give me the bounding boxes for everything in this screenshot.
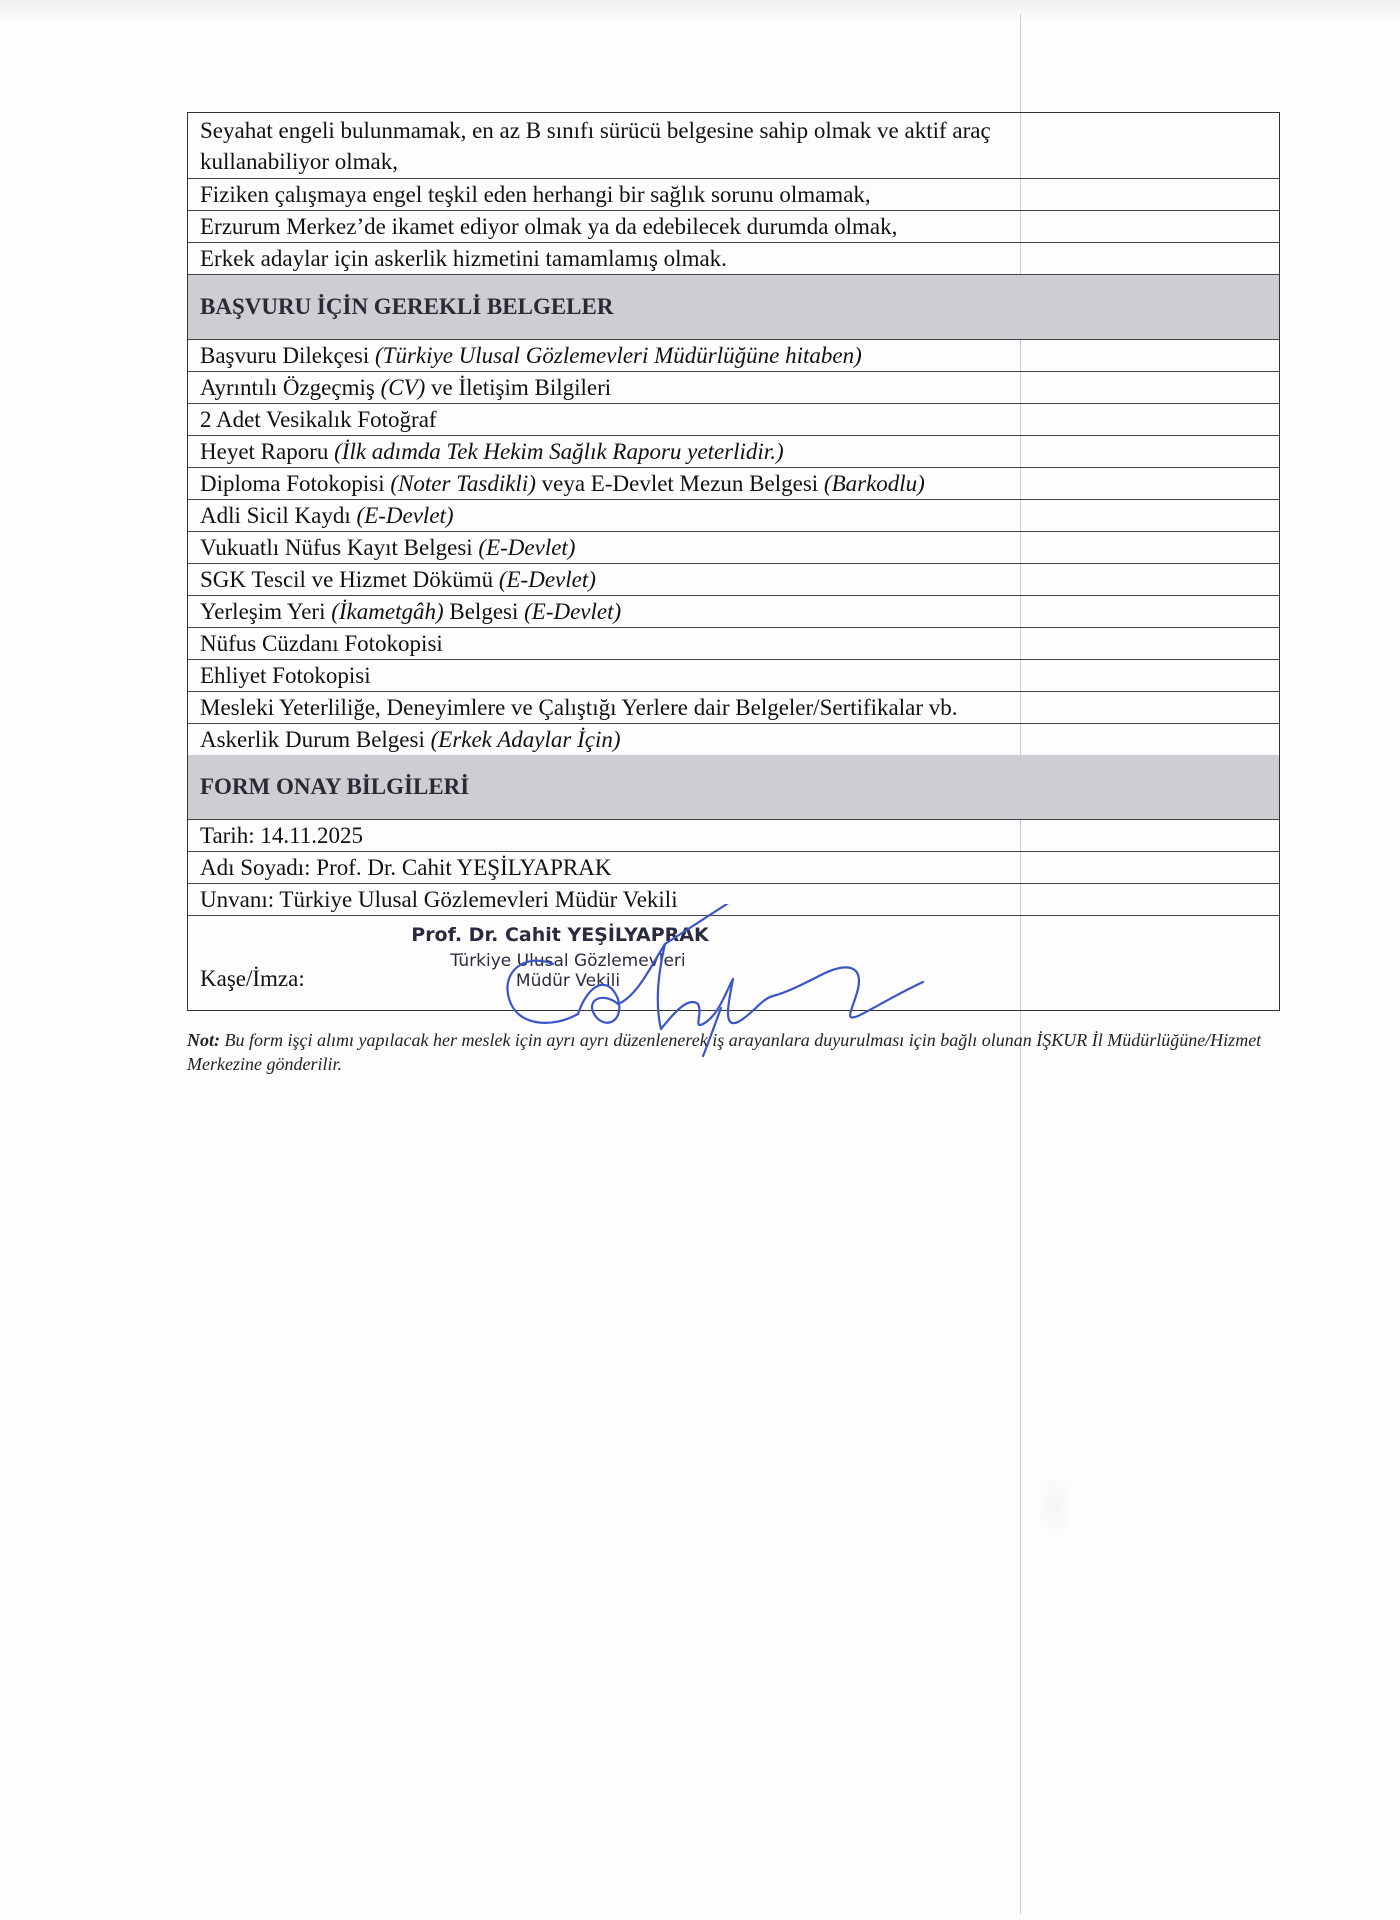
documents-list xyxy=(188,340,1279,755)
document-name: SGK Tescil ve Hizmet Dökümü xyxy=(200,567,499,592)
approval-title-row xyxy=(188,884,1279,916)
approval-name-row xyxy=(188,852,1279,884)
requirement-row xyxy=(188,179,1279,211)
stamp-name: Prof. Dr. Cahit YEŞİLYAPRAK xyxy=(411,924,709,946)
requirement-text: Fiziken çalışmaya engel teşkil eden herhangi bir sağlık sorunu olmamak, xyxy=(200,182,871,207)
footnote-text: Bu form işçi alımı yapılacak her meslek için ayrı ayrı düzenlenerek iş arayanlara duyurulması için bağlı olunan İŞKUR İl Müdürlüğüne/Hizmet Merkezine gönderilir. xyxy=(187,1030,1262,1074)
signature-row xyxy=(188,916,1279,1010)
application-form-table xyxy=(187,112,1280,1011)
signature-label: Kaşe/İmza: xyxy=(200,966,305,991)
document-row xyxy=(188,596,1279,628)
document-row xyxy=(188,500,1279,532)
document-name: Ayrıntılı Özgeçmiş xyxy=(200,375,381,400)
approval-date: Tarih: 14.11.2025 xyxy=(200,823,363,848)
document-hint: (E-Devlet) xyxy=(498,567,596,592)
approval-section-title: FORM ONAY BİLGİLERİ xyxy=(200,774,470,799)
document-name: Nüfus Cüzdanı Fotokopisi xyxy=(200,631,443,656)
requirement-text: Erkek adaylar için askerlik hizmetini tamamlamış olmak. xyxy=(200,246,727,271)
document-row xyxy=(188,532,1279,564)
document-row xyxy=(188,372,1279,404)
document-name-suffix: Belgesi xyxy=(443,599,525,624)
document-name: Vukuatlı Nüfus Kayıt Belgesi xyxy=(200,535,479,560)
requirement-row xyxy=(188,113,1279,179)
document-name-suffix: ve İletişim Bilgileri xyxy=(425,375,612,400)
stamp-role: Müdür Vekili xyxy=(515,971,621,991)
document-hint: (Noter Tasdikli) xyxy=(390,471,536,496)
document-name-suffix: veya E-Devlet Mezun Belgesi xyxy=(535,471,824,496)
approval-section-header xyxy=(188,755,1279,820)
document-row xyxy=(188,468,1279,500)
approver-name: Adı Soyadı: Prof. Dr. Cahit YEŞİLYAPRAK xyxy=(200,855,612,880)
document-hint: (İkametgâh) xyxy=(331,599,444,624)
document-name: Ehliyet Fotokopisi xyxy=(200,663,371,688)
footnote xyxy=(187,1028,1280,1076)
requirement-text: Erzurum Merkez’de ikamet ediyor olmak ya da edebilecek durumda olmak, xyxy=(200,214,898,239)
document-hint: (Türkiye Ulusal Gözlemevleri Müdürlüğüne hitaben) xyxy=(375,343,862,368)
document-hint-2: (E-Devlet) xyxy=(524,599,622,624)
document-row xyxy=(188,628,1279,660)
document-name: Diploma Fotokopisi xyxy=(200,471,391,496)
approver-title: Unvanı: Türkiye Ulusal Gözlemevleri Müdür Vekili xyxy=(200,887,678,912)
requirement-text-line-2: kullanabiliyor olmak, xyxy=(200,149,399,174)
document-row xyxy=(188,564,1279,596)
document-name: Adli Sicil Kaydı xyxy=(200,503,357,528)
requirement-text-line-1: Seyahat engeli bulunmamak, en az B sınıfı sürücü belgesine sahip olmak ve aktif araç xyxy=(200,118,991,143)
document-name: Mesleki Yeterliliğe, Deneyimlere ve Çalıştığı Yerlere dair Belgeler/Sertifikalar vb. xyxy=(200,695,958,720)
document-row xyxy=(188,340,1279,372)
footnote-label: Not: xyxy=(187,1030,220,1050)
document-hint: (İlk adımda Tek Hekim Sağlık Raporu yeterlidir.) xyxy=(334,439,784,464)
document-name: 2 Adet Vesikalık Fotoğraf xyxy=(200,407,437,432)
documents-section-header xyxy=(188,275,1279,340)
document-hint: (Erkek Adaylar İçin) xyxy=(430,727,621,752)
scan-top-shade xyxy=(0,0,1400,22)
document-row xyxy=(188,660,1279,692)
stamp-organization: Türkiye Ulusal Gözlemevleri xyxy=(450,951,686,971)
scan-smudge xyxy=(1040,1480,1070,1530)
documents-section-title: BAŞVURU İÇİN GEREKLİ BELGELER xyxy=(200,294,614,319)
requirement-row xyxy=(188,243,1279,275)
official-stamp xyxy=(360,924,720,991)
document-hint-2: (Barkodlu) xyxy=(823,471,925,496)
document-hint: (CV) xyxy=(380,375,426,400)
document-row xyxy=(188,724,1279,755)
document-row xyxy=(188,436,1279,468)
document-name: Başvuru Dilekçesi xyxy=(200,343,376,368)
document-name: Yerleşim Yeri xyxy=(200,599,332,624)
approval-date-row xyxy=(188,820,1279,852)
document-hint: (E-Devlet) xyxy=(356,503,454,528)
document-name: Askerlik Durum Belgesi xyxy=(200,727,431,752)
document-hint: (E-Devlet) xyxy=(478,535,576,560)
document-row xyxy=(188,404,1279,436)
document-name: Heyet Raporu xyxy=(200,439,335,464)
requirement-row xyxy=(188,211,1279,243)
document-row xyxy=(188,692,1279,724)
